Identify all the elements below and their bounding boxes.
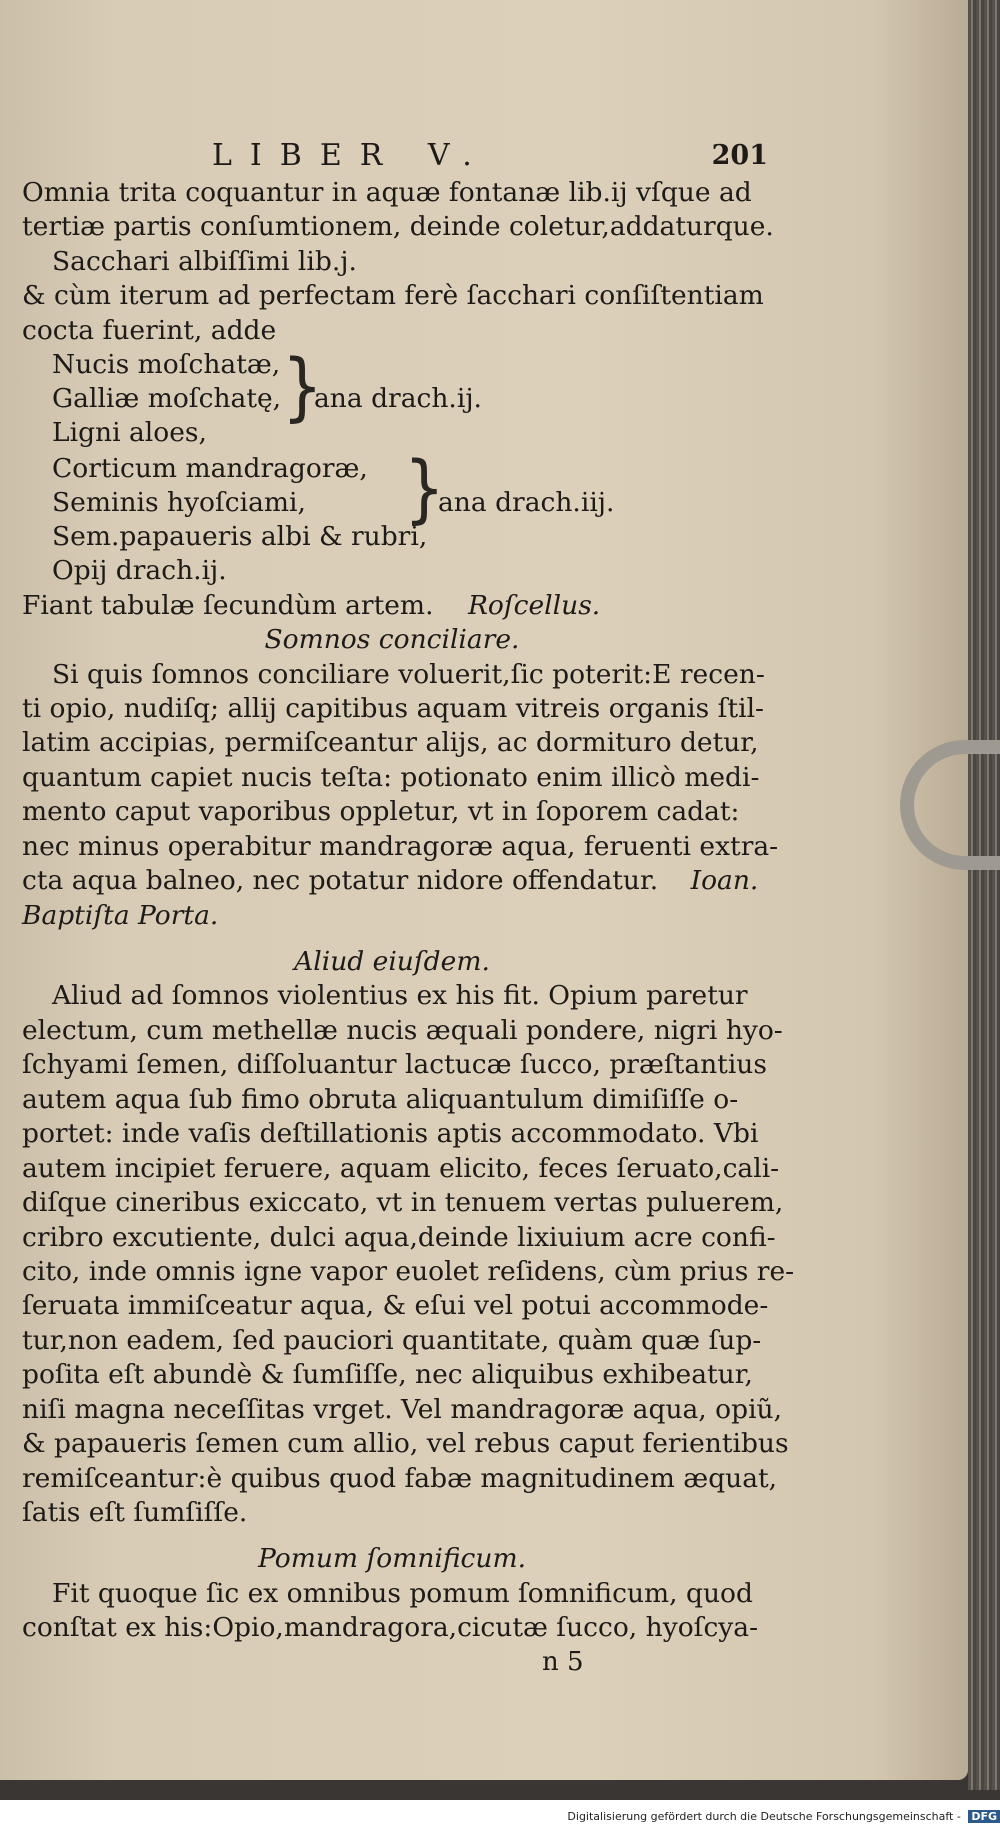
text-line: cribro excutiente, dulci aqua,deinde lixiuium acre confi- (22, 1221, 776, 1253)
author-name: Ioan. (690, 865, 759, 897)
section-heading: Pomum ſomnificum. (257, 1543, 527, 1575)
text-line: electum, cum methellæ nucis æquali pondere, nigri hyo- (22, 1014, 783, 1046)
dose-label: ana drach.iij. (438, 487, 615, 519)
text-line: mento caput vaporibus oppletur, vt in ſoporem cadat: (22, 796, 740, 828)
page-edges (968, 0, 1000, 1790)
text-line: Fit quoque ſic ex omnibus pomum ſomnificum, quod (52, 1577, 753, 1609)
text-line: Omnia trita coquantur in aquæ fontanæ lib.ij vſque ad (22, 177, 752, 208)
running-title: LIBER V. (212, 138, 490, 173)
text-line: Aliud ad ſomnos violentius ex his fit. Opium paretur (52, 980, 748, 1012)
ingredient: Ligni aloes, (52, 417, 207, 449)
recipe-close: Fiant tabulæ ſecundùm artem. (22, 589, 434, 621)
dfg-logo: DFG (968, 1810, 1000, 1823)
text-line: ſchyami ſemen, diſſoluantur lactucæ ſucco, præſtantius (22, 1049, 767, 1081)
page-number: 201 (711, 140, 768, 171)
text-line: nec minus operabitur mandragoræ aqua, feruenti extra- (22, 830, 779, 862)
text-line: latim accipias, permiſceantur alijs, ac dormituro detur, (22, 727, 759, 759)
text-line: tur,non eadem, ſed pauciori quantitate, quàm quæ ſup- (22, 1324, 762, 1356)
text-line: autem aqua ſub fimo obruta aliquantulum dimiſiſſe o- (22, 1083, 739, 1115)
author-name: Baptiſta Porta. (22, 899, 219, 931)
text-line: autem incipiet feruere, aquam elicito, feces ſeruato,cali- (22, 1152, 780, 1184)
text-line: ſeruata immiſceatur aqua, & eſui vel potui accommode- (22, 1290, 769, 1322)
text-line: conſtat ex his:Opio,mandragora,cicutæ ſucco, hyoſcya- (22, 1612, 759, 1644)
digitization-credit (540, 1810, 1000, 1823)
text-line: poſita eſt abundè & ſumſiſſe, nec aliquibus exhibeatur, (22, 1359, 753, 1391)
text-line: & cùm iterum ad perfectam ferè ſacchari conſiſtentiam (22, 280, 764, 312)
text-line: quantum capiet nucis teſta: potionato enim illicò medi- (22, 761, 760, 793)
text-line: portet: inde vaſis deſtillationis aptis accommodato. Vbi (22, 1118, 759, 1150)
signature-mark: n 5 (542, 1646, 584, 1677)
text-line: niſi magna neceſſitas vrget. Vel mandragoræ aqua, opiũ, (22, 1393, 783, 1425)
text-line: cito, inde omnis igne vapor euolet reſidens, cùm prius re- (22, 1255, 795, 1287)
brace-icon: } (282, 345, 323, 431)
ingredient: Sem.papaueris albi & rubri, (52, 521, 428, 553)
brace-icon: } (404, 447, 445, 533)
text-line: & papaueris ſemen cum allio, vel rebus caput ferientibus (22, 1428, 789, 1460)
text-fragment: cta aqua balneo, nec potatur nidore offendatur. (22, 865, 659, 897)
text-line: Sacchari albiſſimi lib.j. (52, 245, 357, 277)
text-line: diſque cineribus exiccato, vt in tenuem vertas puluerem, (22, 1187, 784, 1219)
credit-text: Digitalisierung gefördert durch die Deutsche Forschungsgemeinschaft - (567, 1810, 961, 1823)
text-line (22, 864, 762, 898)
text-line: remiſceantur:è quibus quod fabæ magnitudinem æquat, (22, 1462, 778, 1494)
page-header (22, 136, 768, 176)
text-line (22, 589, 762, 623)
text-line: Si quis ſomnos conciliare voluerit,ſic poterit:E recen- (52, 658, 765, 690)
ingredient: Seminis hyoſciami, (52, 487, 306, 519)
text-line: ti opio, nudiſq; allij capitibus aquam vitreis organis ſtil- (22, 692, 764, 724)
author-name: Roſcellus. (467, 589, 601, 621)
ingredient-list (52, 345, 762, 554)
text-line: ſatis eſt ſumſiſſe. (22, 1497, 248, 1528)
text-line: tertiæ partis conſumtionem, deinde coletur,addaturque. (22, 211, 774, 243)
ingredient: Galliæ moſchatę, (52, 383, 282, 415)
page-text (22, 136, 795, 1680)
dose-label: ana drach.ij. (314, 383, 482, 415)
text-line: Opij drach.ij. (52, 555, 227, 587)
ingredient: Corticum mandragoræ, (52, 453, 368, 485)
ingredient: Nucis moſchatæ, (52, 349, 281, 381)
section-heading: Somnos conciliare. (264, 624, 520, 656)
section-heading: Aliud eiuſdem. (294, 946, 490, 977)
text-line: cocta fuerint, adde (22, 314, 277, 346)
